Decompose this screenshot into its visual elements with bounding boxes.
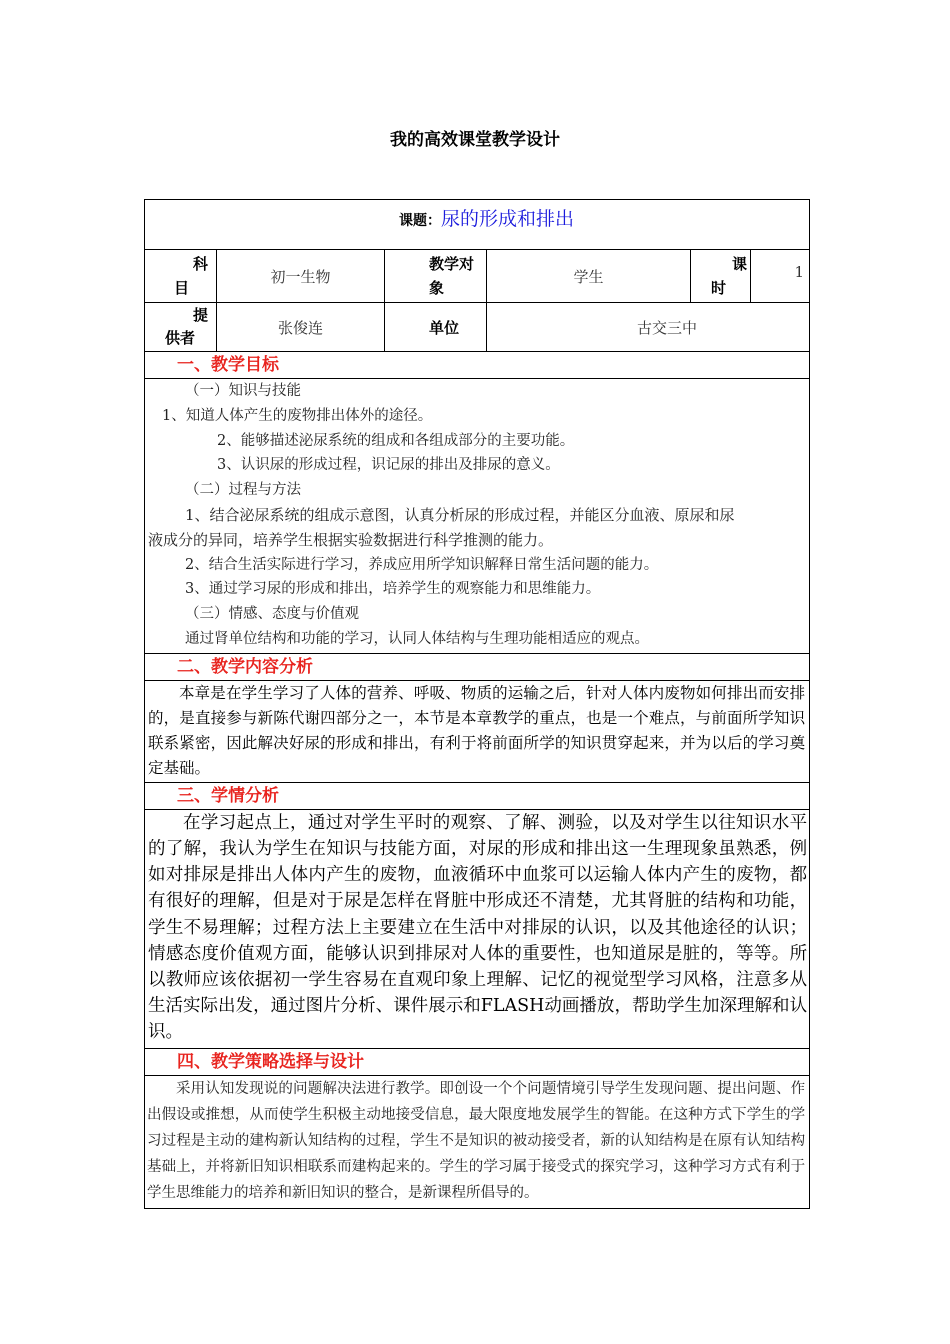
objective-line: 通过肾单位结构和功能的学习，认同人体结构与生理功能相适应的观点。 xyxy=(185,630,649,647)
objective-line: 液成分的异同，培养学生根据实验数据进行科学推测的能力。 xyxy=(148,530,554,549)
document-title: 我的高效课堂教学设计 xyxy=(390,130,560,150)
subject-value: 初一生物 xyxy=(217,250,385,303)
objective-line: 1、结合泌尿系统的组成示意图，认真分析尿的形成过程，并能区分血液、原尿和尿 xyxy=(185,505,735,524)
objective-line: 1、知道人体产生的废物排出体外的途径。 xyxy=(162,407,433,424)
provider-value: 张俊连 xyxy=(217,303,385,352)
objective-line: 2、能够描述泌尿系统的组成和各组成部分的主要功能。 xyxy=(217,432,575,449)
objective-line: （三）情感、态度与价值观 xyxy=(185,606,359,623)
strategy-body: 采用认知发现说的问题解决法进行教学。即创设一个个问题情境引导学生发现问题、提出问题、作出假设或推想，从而使学生积极主动地接受信息，最大限度地发展学生的智能。在这种方式下学生的学习过程是主动的建构新认知结构的过程，学生不是知识的被动接受者，新的认知结构是在原有认知结构基础上，并将新旧知识相联系而建构起来的。学生的学习属于接受式的探究学习，这种学习方式有利于学生思维能力的培养和新旧知识的整合，是新课程所倡导的。 xyxy=(145,1075,810,1208)
strategy-heading: 四、教学策略选择与设计 xyxy=(145,1048,810,1075)
objectives-body xyxy=(145,379,810,654)
objective-line: （二）过程与方法 xyxy=(185,482,301,499)
content-analysis-body: 本章是在学生学习了人体的营养、呼吸、物质的运输之后，针对人体内废物如何排出而安排的，是直接参与新陈代谢四部分之一，本节是本章教学的重点，也是一个难点，与前面所学知识联系紧密，因此解决好尿的形成和排出，有利于将前面所学的知识贯穿起来，并为以后的学习奠定基础。 xyxy=(145,680,810,782)
unit-value: 古交三中 xyxy=(487,303,810,352)
hours-label: 课 时 xyxy=(691,250,751,303)
objective-line: 3、认识尿的形成过程，识记尿的排出及排尿的意义。 xyxy=(217,457,560,474)
objectives-heading: 一、教学目标 xyxy=(145,352,810,379)
audience-label: 教学对 象 xyxy=(385,250,487,303)
content-analysis-heading: 二、教学内容分析 xyxy=(145,653,810,680)
objective-line: （一）知识与技能 xyxy=(185,383,301,399)
learner-analysis-body: 在学习起点上，通过对学生平时的观察、了解、测验，以及对学生以往知识水平的了解，我认为学生在知识与技能方面，对尿的形成和排出这一生理现象虽熟悉，例如对排尿是排出人体内产生的废物，血液循环中血浆可以运输人体内产生的废物，都有很好的理解，但是对于尿是怎样在肾脏中形成还不清楚，尤其肾脏的结构和功能，学生不易理解；过程方法上主要建立在生活中对排尿的认识，以及其他途径的认识；情感态度价值观方面，能够认识到排尿对人体的重要性，也知道尿是脏的，等等。所以教师应该依据初一学生容易在直观印象上理解、记忆的视觉型学习风格，注意多从生活实际出发，通过图片分析、课件展示和FLASH动画播放，帮助学生加深理解和认识。 xyxy=(145,809,810,1048)
hours-value: 1 xyxy=(751,250,810,303)
objective-line: 2、结合生活实际进行学习，养成应用所学知识解释日常生活问题的能力。 xyxy=(185,556,659,573)
provider-label: 提 供者 xyxy=(145,303,217,352)
audience-value: 学生 xyxy=(487,250,691,303)
learner-analysis-heading: 三、学情分析 xyxy=(145,782,810,809)
topic-row xyxy=(145,200,810,250)
topic-value: 尿的形成和排出 xyxy=(441,208,575,230)
subject-label: 科 目 xyxy=(145,250,217,303)
topic-label: 课题： xyxy=(399,213,441,229)
objective-line: 3、通过学习尿的形成和排出，培养学生的观察能力和思维能力。 xyxy=(185,581,601,598)
unit-label: 单位 xyxy=(385,303,487,352)
lesson-plan-table xyxy=(144,199,810,1209)
